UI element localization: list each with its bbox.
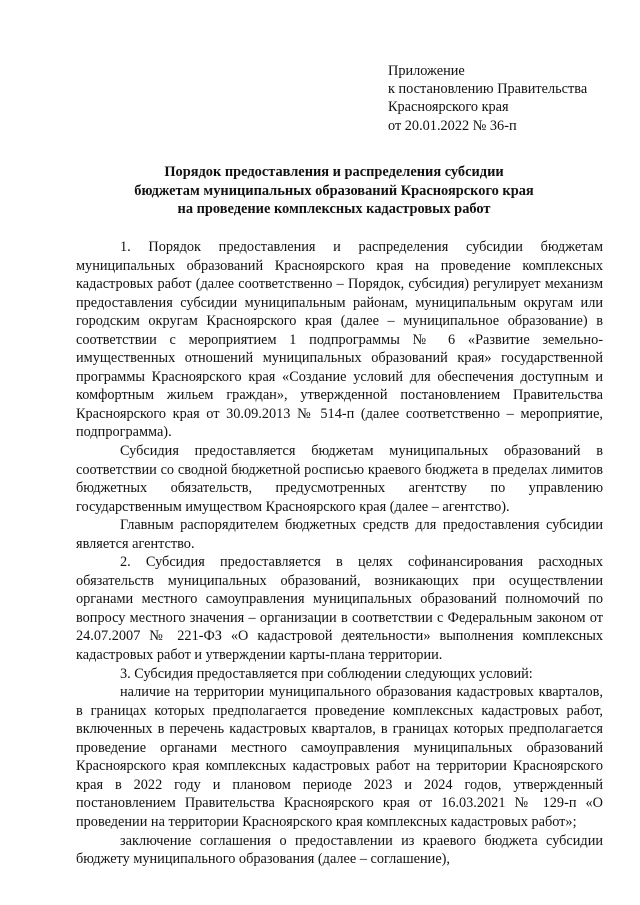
paragraph: заключение соглашения о предоставлении из краевого бюджета субсидии бюджету муниципального образования (далее – соглашение), (76, 832, 603, 868)
title-line: бюджетам муниципальных образований Красноярского края (134, 182, 534, 199)
paragraph: наличие на территории муниципального образования кадастровых кварталов, в границах которых предполагается проведение комплексных кадастровых работ, включенных в перечень кадастровых кварталов, в границах которых предполагается проведение органами местного самоуправления муниципальных образований Красноярского края комплексных кадастровых работ на территории Красноярского края в 2022 году и плановом периоде 2023 и 2024 годов, утвержденный постановлением Правительства Красноярского края от 16.03.2021 № 129-п «О проведении на территории Красноярского края комплексных кадастровых работ»; (76, 684, 603, 830)
title-line: Порядок предоставления и распределения субсидии (164, 164, 504, 180)
appendix-block (388, 62, 587, 135)
document-title (60, 163, 608, 219)
appendix-line: Приложение (388, 63, 465, 79)
paragraph: Субсидия предоставляется бюджетам муниципальных образований в соответствии со сводной бюджетной росписью краевого бюджета в пределах лимитов бюджетных обязательств, предусмотренных агентству по управлению государственным имуществом Красноярского края (далее – агентство). (76, 443, 603, 515)
appendix-line: к постановлению Правительства (388, 81, 588, 98)
appendix-line: Красноярского края (388, 99, 509, 116)
paragraph: Главным распорядителем бюджетных средств для предоставления субсидии является агентство. (76, 517, 603, 552)
paragraph: 1. Порядок предоставления и распределения субсидии бюджетам муниципальных образований Красноярского края на проведение комплексных кадастровых работ (далее соответственно – Порядок, субсидия) регулирует механизм предоставления субсидии муниципальным районам, муниципальным округам или городским округам Красноярского края (далее – муниципальное образование) в соответствии с мероприятием 1 подпрограммы № 6 «Развитие земельно-имущественных отношений муниципальных образований края» государственной программы Красноярского края «Создание условий для обеспечения доступным и комфортным жильем граждан», утвержденной постановлением Правительства Красноярского края от 30.09.2013 № 514-п (далее соответственно – мероприятие, подпрограмма). (76, 239, 603, 441)
document-body (76, 238, 603, 869)
paragraph: 2. Субсидия предоставляется в целях софинансирования расходных обязательств муниципальных образований, возникающих при осуществлении органами местного самоуправления муниципальных образований полномочий по вопросу местного значения – организации в соответствии с Федеральным законом от 24.07.2007 № 221-ФЗ «О кадастровой деятельности» выполнения комплексных кадастровых работ и утверждении карты-плана территории. (76, 554, 603, 664)
title-line: на проведение комплексных кадастровых работ (177, 201, 491, 218)
paragraph: 3. Субсидия предоставляется при соблюдении следующих условий: (120, 665, 533, 682)
appendix-line: от 20.01.2022 № 36-п (388, 117, 517, 134)
